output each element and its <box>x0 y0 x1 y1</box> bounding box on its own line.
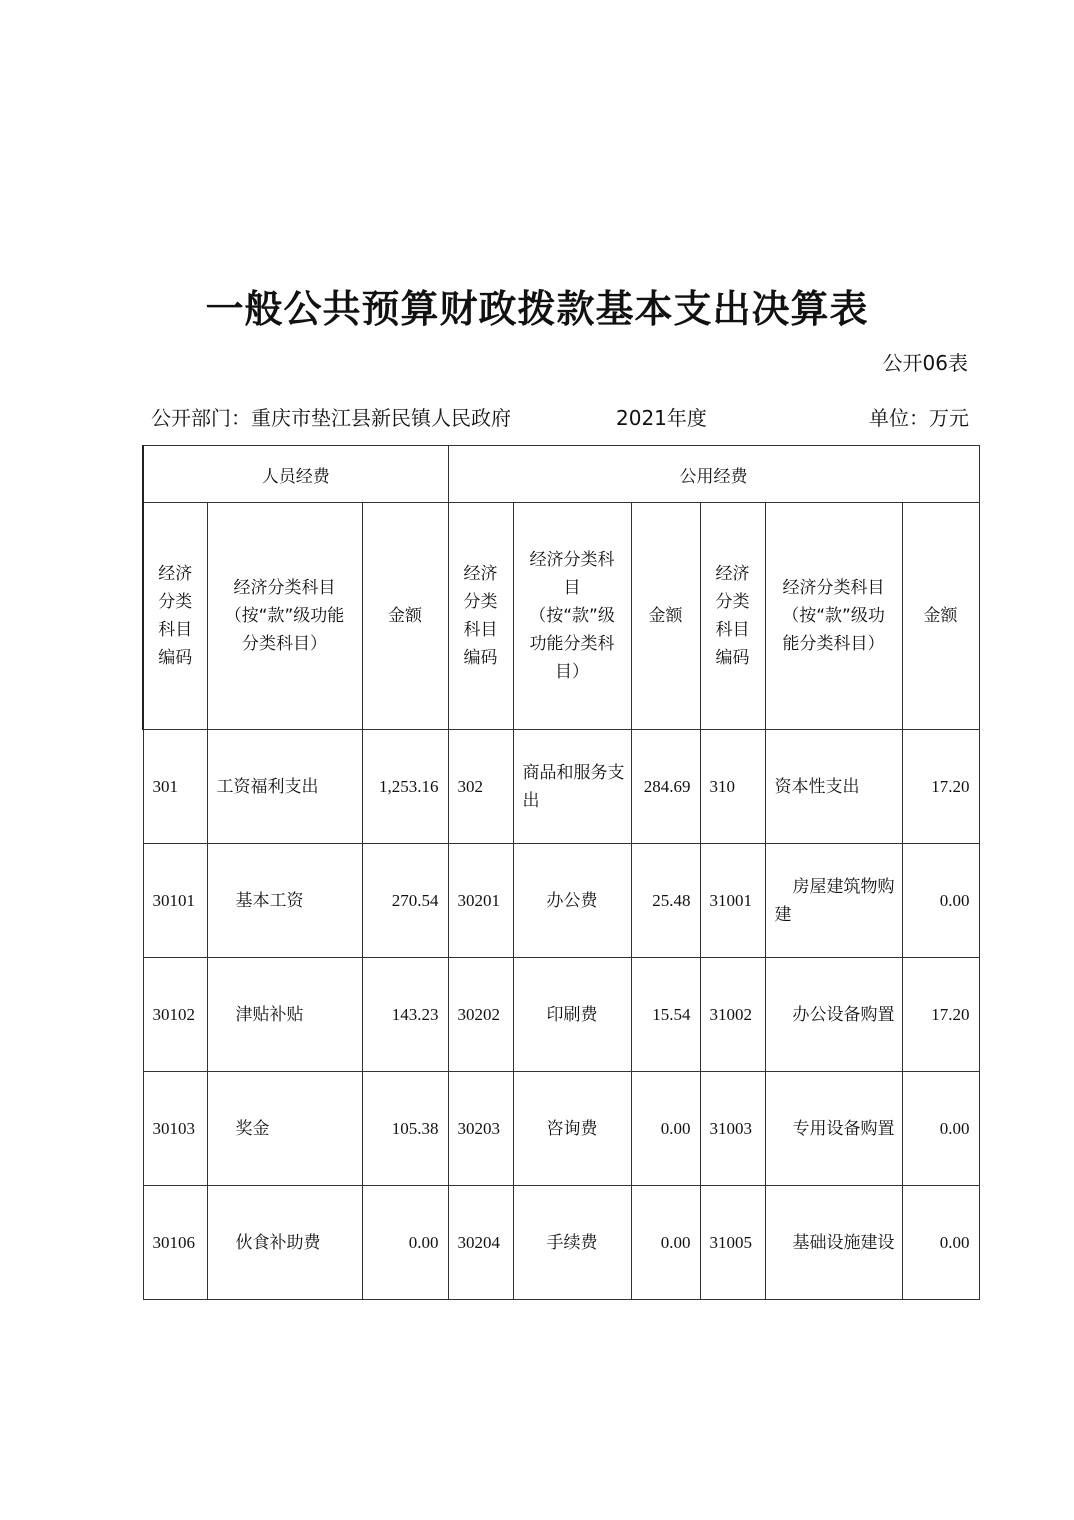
amount-cell: 0.00 <box>902 1072 979 1186</box>
year-label: 2021年度 <box>616 406 707 430</box>
name-cell: 工资福利支出 <box>207 730 362 844</box>
table-row <box>143 1072 979 1186</box>
header-name-a: 经济分类科目（按“款”级功能分类科目） <box>207 503 362 730</box>
page-title: 一般公共预算财政拨款基本支出决算表 <box>205 287 869 331</box>
name-cell: 专用设备购置 <box>765 1072 902 1186</box>
amount-cell: 1,253.16 <box>362 730 448 844</box>
name-cell: 房屋建筑物购建 <box>765 844 902 958</box>
amount-cell: 143.23 <box>362 958 448 1072</box>
code-cell: 31002 <box>700 958 765 1072</box>
name-cell: 伙食补助费 <box>207 1186 362 1300</box>
amount-cell: 25.48 <box>631 844 700 958</box>
name-cell: 手续费 <box>513 1186 631 1300</box>
table-row <box>143 730 979 844</box>
group-header-row <box>143 446 979 503</box>
name-cell: 商品和服务支出 <box>513 730 631 844</box>
code-cell: 302 <box>448 730 513 844</box>
code-cell: 30204 <box>448 1186 513 1300</box>
header-amount-a: 金额 <box>362 503 448 730</box>
code-cell: 310 <box>700 730 765 844</box>
code-cell: 30101 <box>143 844 207 958</box>
header-code-b: 经济分类科目编码 <box>448 503 513 730</box>
name-cell: 基本工资 <box>207 844 362 958</box>
table-row <box>143 958 979 1072</box>
name-cell: 奖金 <box>207 1072 362 1186</box>
amount-cell: 105.38 <box>362 1072 448 1186</box>
header-name-c: 经济分类科目（按“款”级功能分类科目） <box>765 503 902 730</box>
amount-cell: 0.00 <box>902 1186 979 1300</box>
unit-label: 单位：万元 <box>869 406 969 430</box>
header-amount-b: 金额 <box>631 503 700 730</box>
table-row <box>143 844 979 958</box>
code-cell: 31001 <box>700 844 765 958</box>
amount-cell: 0.00 <box>631 1186 700 1300</box>
name-cell: 印刷费 <box>513 958 631 1072</box>
department-label: 公开部门：重庆市垫江县新民镇人民政府 <box>151 406 511 430</box>
amount-cell: 270.54 <box>362 844 448 958</box>
amount-cell: 0.00 <box>362 1186 448 1300</box>
table-row <box>143 1186 979 1300</box>
code-cell: 30201 <box>448 844 513 958</box>
code-cell: 30202 <box>448 958 513 1072</box>
code-cell: 30106 <box>143 1186 207 1300</box>
amount-cell: 17.20 <box>902 730 979 844</box>
name-cell: 办公费 <box>513 844 631 958</box>
name-cell: 津贴补贴 <box>207 958 362 1072</box>
code-cell: 30203 <box>448 1072 513 1186</box>
name-cell: 办公设备购置 <box>765 958 902 1072</box>
header-amount-c: 金额 <box>902 503 979 730</box>
name-cell: 资本性支出 <box>765 730 902 844</box>
amount-cell: 15.54 <box>631 958 700 1072</box>
code-cell: 31005 <box>700 1186 765 1300</box>
name-cell: 基础设施建设 <box>765 1186 902 1300</box>
meta-row <box>151 402 969 432</box>
code-cell: 30103 <box>143 1072 207 1186</box>
amount-cell: 0.00 <box>631 1072 700 1186</box>
form-number: 公开06表 <box>882 351 968 375</box>
header-code-c: 经济分类科目编码 <box>700 503 765 730</box>
group-public: 公用经费 <box>448 446 979 503</box>
name-cell: 咨询费 <box>513 1072 631 1186</box>
header-code-a: 经济分类科目编码 <box>143 503 207 730</box>
code-cell: 30102 <box>143 958 207 1072</box>
code-cell: 31003 <box>700 1072 765 1186</box>
amount-cell: 284.69 <box>631 730 700 844</box>
amount-cell: 17.20 <box>902 958 979 1072</box>
amount-cell: 0.00 <box>902 844 979 958</box>
column-header-row <box>143 503 979 730</box>
header-name-b: 经济分类科目（按“款”级功能分类科目） <box>513 503 631 730</box>
group-personnel: 人员经费 <box>143 446 448 503</box>
code-cell: 301 <box>143 730 207 844</box>
expenditure-table <box>142 445 980 1300</box>
